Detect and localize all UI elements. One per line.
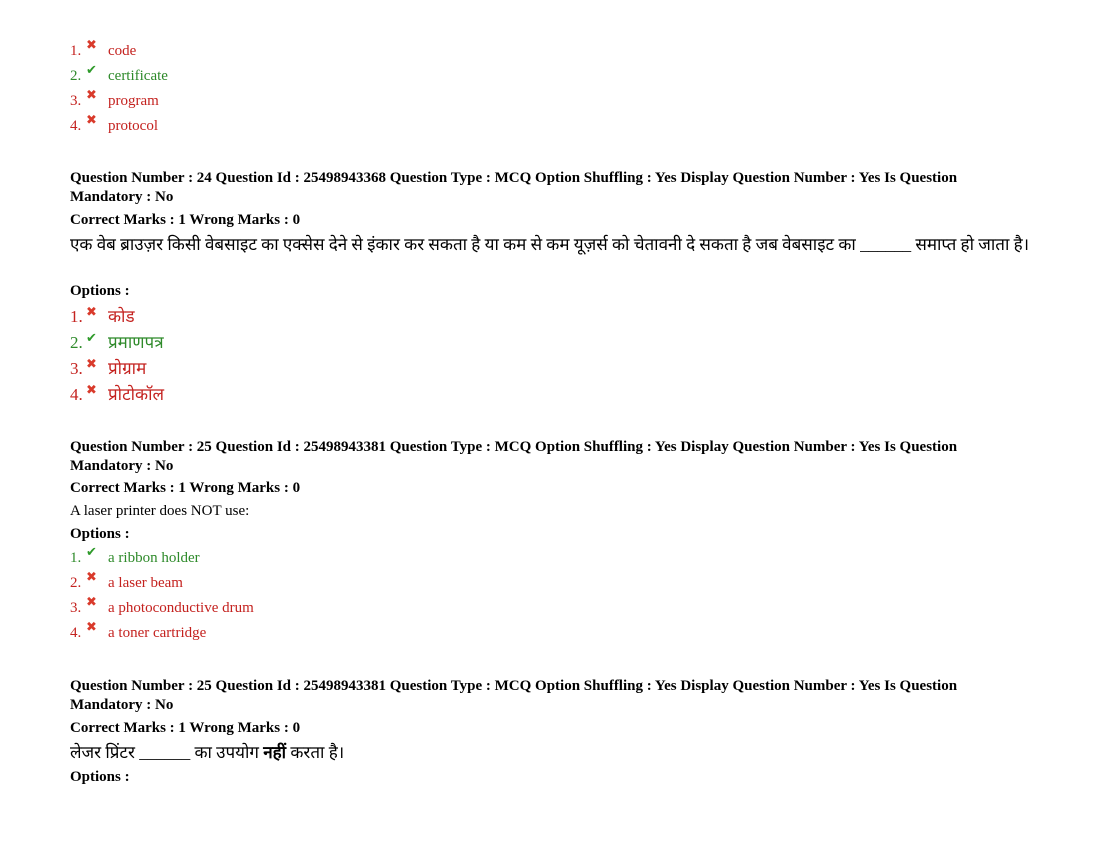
option-row [70,39,168,64]
cross-icon: ✖ [86,595,97,610]
option-text: कोड [108,307,135,326]
question-text-emphasis: नहीं [263,743,287,762]
cross-icon: ✖ [86,305,97,320]
option-text: प्रोटोकॉल [108,385,165,404]
option-row [70,89,168,114]
cross-icon: ✖ [86,113,97,128]
option-number: 2. [70,333,83,352]
option-text: a toner cartridge [108,625,207,641]
option-text: प्रमाणपत्र [108,333,164,352]
option-text: program [108,93,159,109]
option-number: 3. [70,93,82,109]
check-icon: ✔ [86,331,97,346]
question-marks: Correct Marks : 1 Wrong Marks : 0 [70,720,301,736]
options-label: Options : [70,526,130,542]
option-text: a ribbon holder [108,550,200,566]
cross-icon: ✖ [86,570,97,585]
question-marks: Correct Marks : 1 Wrong Marks : 0 [70,212,301,228]
option-number: 3. [70,359,83,378]
check-icon: ✔ [86,545,97,560]
check-icon: ✔ [86,63,97,78]
cross-icon: ✖ [86,88,97,103]
option-number: 1. [70,550,82,566]
option-number: 4. [70,118,82,134]
option-row [70,64,168,89]
cross-icon: ✖ [86,357,97,372]
question-text: एक वेब ब्राउज़र किसी वेबसाइट का एक्सेस देने से इंकार कर सकता है या कम से कम यूज़र्स को चेतावनी दे सकता है जब वेबसाइट का ______ समाप्त हो जाता है। [70,235,1030,254]
question-meta: Question Number : 25 Question Id : 25498943381 Question Type : MCQ Option Shuffling : Yes Display Question Number : Yes Is Question Mandatory : No [70,439,958,474]
options-label: Options : [70,283,130,299]
option-row [70,356,164,382]
cross-icon: ✖ [86,383,97,398]
option-row [70,304,164,330]
question-options [70,546,254,646]
option-number: 1. [70,43,82,59]
option-number: 1. [70,307,83,326]
option-row [70,621,254,646]
prev-question-options [70,39,168,139]
option-text: certificate [108,68,168,84]
cross-icon: ✖ [86,620,97,635]
question-text-after: करता है। [286,743,345,762]
cross-icon: ✖ [86,38,97,53]
option-number: 4. [70,625,82,641]
option-text: a photoconductive drum [108,600,254,616]
question-text [70,742,1030,764]
question-text-before: लेजर प्रिंटर ______ का उपयोग [70,743,264,762]
options-label: Options : [70,769,130,785]
question-meta: Question Number : 24 Question Id : 25498943368 Question Type : MCQ Option Shuffling : Yes Display Question Number : Yes Is Question Mandatory : No [70,170,958,205]
option-row [70,382,164,408]
question-text: A laser printer does NOT use: [70,503,250,519]
option-row [70,330,164,356]
option-number: 2. [70,575,82,591]
option-row [70,114,168,139]
option-number: 3. [70,600,82,616]
question-meta: Question Number : 25 Question Id : 25498943381 Question Type : MCQ Option Shuffling : Yes Display Question Number : Yes Is Question Mandatory : No [70,678,958,713]
option-text: code [108,43,137,59]
option-number: 4. [70,385,83,404]
option-text: protocol [108,118,158,134]
question-marks: Correct Marks : 1 Wrong Marks : 0 [70,480,301,496]
option-number: 2. [70,68,82,84]
question-options [70,304,164,408]
option-text: a laser beam [108,575,183,591]
option-text: प्रोग्राम [108,359,147,378]
